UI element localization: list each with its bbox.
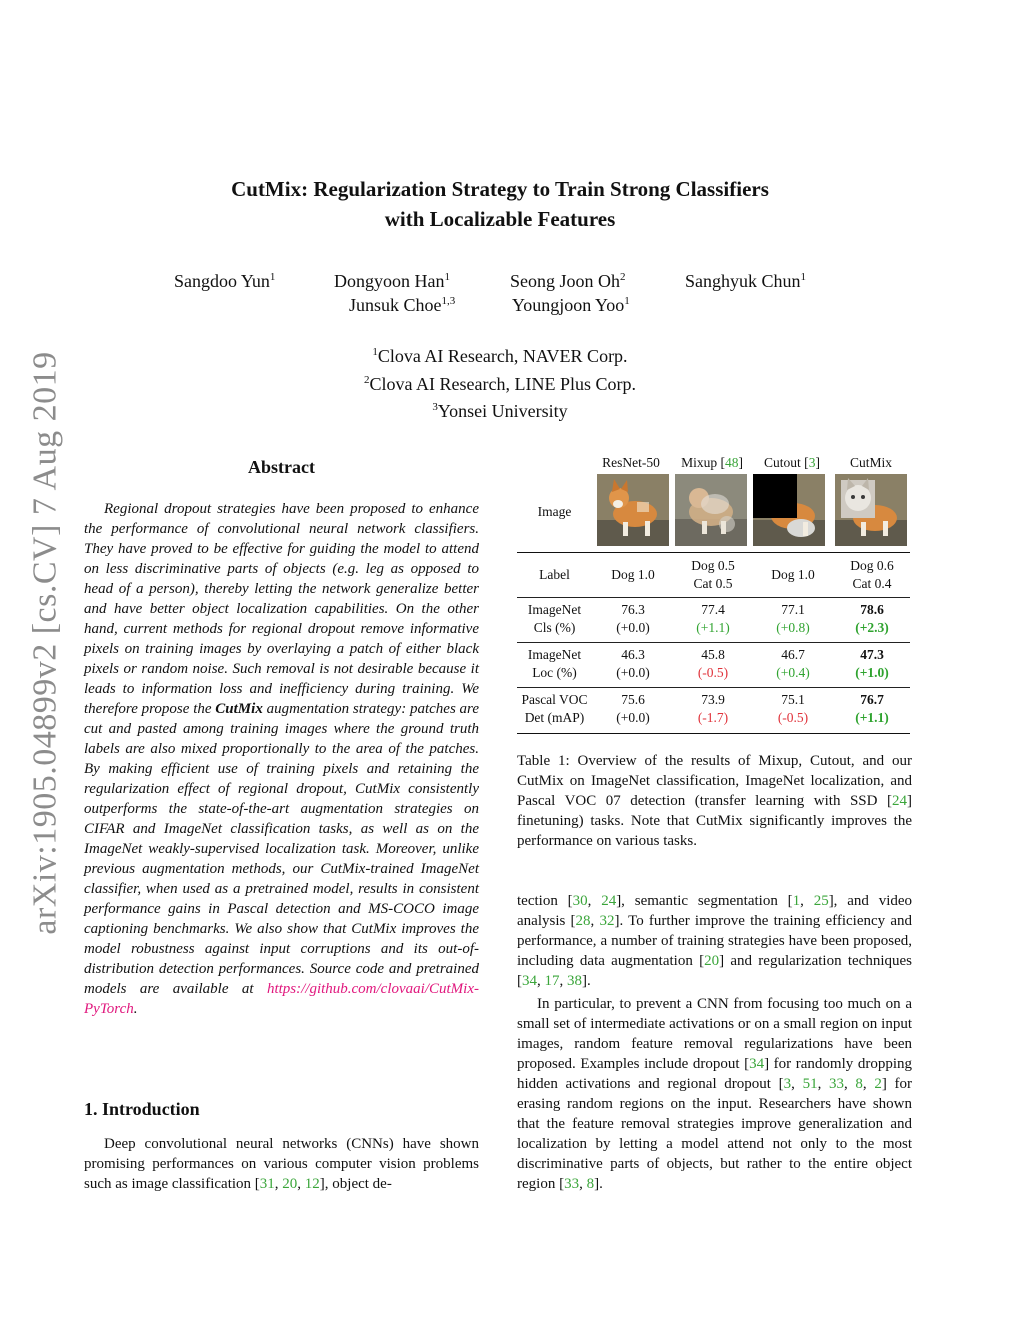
citation-link[interactable]: 12 bbox=[304, 1176, 320, 1192]
author: Sanghyuk Chun$^1$ bbox=[685, 271, 807, 291]
table-cell: 77.4 (+1.1) bbox=[696, 602, 730, 635]
affiliations bbox=[0, 341, 1000, 424]
column-header-cutout: Cutout [3] bbox=[764, 455, 820, 470]
citation-link[interactable]: 48 bbox=[724, 455, 739, 470]
author: Junsuk Choe$^{1,3}$ bbox=[349, 295, 456, 315]
table-cell: 47.3 (+1.0) bbox=[855, 647, 889, 680]
citation-link[interactable]: 8 bbox=[586, 1176, 595, 1192]
citation-link[interactable]: 3 bbox=[783, 1076, 792, 1092]
table-cell: 75.1 (-0.5) bbox=[777, 692, 809, 725]
table-cell: 77.1 (+0.8) bbox=[776, 602, 810, 635]
cutmix-emphasis: CutMix bbox=[215, 701, 263, 717]
affiliation: $^1$Clova AI Research, NAVER Corp. bbox=[372, 346, 628, 366]
cutmix-image-thumbnail bbox=[835, 474, 907, 546]
intro-continuation-paragraph: tection [30, 24], semantic segmentation [1, 25], and video analysis [28, 32]. To further improve the training efficiency and performance, a number of training strategies have been proposed, including data augmentation [20] and regularization techniques [34, 17, 38]. bbox=[517, 893, 913, 989]
column-header-mixup: Mixup [48] bbox=[681, 455, 743, 470]
row-label-image: Image bbox=[537, 504, 572, 519]
table-cell: 45.8 (-0.5) bbox=[697, 647, 729, 680]
section-heading-introduction: 1. Introduction bbox=[84, 1099, 200, 1119]
table-cell: Dog 1.0 bbox=[611, 567, 655, 582]
table-rule bbox=[517, 642, 910, 643]
table-rule bbox=[517, 733, 910, 734]
citation-link[interactable]: 51 bbox=[802, 1076, 818, 1092]
row-label: ImageNet Loc (%) bbox=[527, 647, 582, 680]
citation-link[interactable]: 24 bbox=[601, 893, 617, 909]
column-header-cutmix: CutMix bbox=[849, 455, 892, 470]
dog-image-thumbnail bbox=[597, 474, 669, 546]
table-rule bbox=[517, 552, 910, 553]
row-label: Label bbox=[539, 567, 570, 582]
table-rule bbox=[517, 687, 910, 688]
mixup-image-thumbnail bbox=[675, 474, 747, 546]
citation-link[interactable]: 20 bbox=[704, 953, 720, 969]
row-label: ImageNet Cls (%) bbox=[527, 602, 582, 635]
table-cell: 76.7 (+1.1) bbox=[855, 692, 889, 725]
abstract-heading: Abstract bbox=[248, 457, 315, 477]
arxiv-identifier: arXiv:1905.04899v2 [cs.CV] 7 Aug 2019 bbox=[27, 350, 64, 935]
affiliation: $^2$Clova AI Research, LINE Plus Corp. bbox=[364, 373, 636, 394]
table-cell: 46.3 (+0.0) bbox=[616, 647, 650, 680]
abstract-body: Regional dropout strategies have been proposed to enhance the performance of convolutional neural network classifiers. They have proved to be effective for guiding the model to attend on less discriminative parts of objects (e.g. leg as opposed to head of a person), thereby letting the network generalize better and have better object localization capabilities. On the other hand, current methods for regional dropout remove informative pixels on training images by overlaying a patch of either black pixels or random noise. Such removal is not desirable because it leads to information loss and inefficiency during training. We therefore propose the CutMix augmentation strategy: patches are cut and pasted among training images where the ground truth labels are also mixed proportionally to the area of the patches. By making efficient use of training pixels and retaining the regularization effect of regional dropout, CutMix consistently outperforms the state-of-the-art augmentation strategies on CIFAR and ImageNet classification tasks, as well as on the ImageNet weakly-supervised localization task. Moreover, unlike previous augmentation methods, our CutMix-trained ImageNet classifier, when used as a pretrained model, results in consistent performance gains in Pascal detection and MS-COCO image captioning benchmarks. We also show that CutMix improves the model robustness against input corruptions and its out-of-distribution detection performances. Source code and pretrained models are available at https://github.com/clovaai/CutMix-PyTorch. bbox=[84, 501, 479, 1017]
author: Seong Joon Oh$^2$ bbox=[510, 271, 626, 291]
citation-link[interactable]: 2 bbox=[874, 1076, 882, 1092]
table-cell: 46.7 (+0.4) bbox=[776, 647, 810, 680]
citation-link[interactable]: 33 bbox=[564, 1176, 580, 1192]
table-caption: Table 1: Overview of the results of Mixup, Cutout, and our CutMix on ImageNet classification, ImageNet localization, and Pascal VOC 07 detection (transfer learning with SSD [24] finetuning) tasks. Note that CutMix significantly improves the performance on various tasks. bbox=[517, 753, 912, 849]
citation-link[interactable]: 25 bbox=[813, 893, 829, 909]
title-line-1: CutMix: Regularization Strategy to Train Strong Classifiers bbox=[231, 177, 769, 201]
table-cell: Dog 0.5 Cat 0.5 bbox=[691, 558, 735, 591]
table-cell: 75.6 (+0.0) bbox=[616, 692, 650, 725]
arxiv-side-stamp bbox=[12, 350, 80, 935]
citation-link[interactable]: 24 bbox=[892, 793, 907, 809]
intro-paragraph: Deep convolutional neural networks (CNNs) have shown promising performances on various computer vision problems such as image classification [31, 20, 12], object de- bbox=[84, 1136, 479, 1192]
table-rule bbox=[517, 597, 910, 598]
regularization-paragraph: In particular, to prevent a CNN from focusing too much on a small set of intermediate activations or on a small region on input images, random feature removal regularizations have been proposed. Examples include dropout [34] for randomly dropping hidden activations and regional dropout [3, 51, 33, 8, 2] for erasing random regions on the input. Researchers have shown that the feature removal strategies improve generalization and localization by letting a model attend not only to the most discriminative parts of objects, but rather to the entire object region [33, 8]. bbox=[517, 996, 912, 1192]
citation-link[interactable]: 34 bbox=[522, 973, 537, 989]
citation-link[interactable]: 38 bbox=[567, 973, 582, 989]
citation-link[interactable]: 28 bbox=[575, 913, 591, 929]
column-header-resnet: ResNet-50 bbox=[602, 455, 660, 470]
citation-link[interactable]: 8 bbox=[855, 1076, 863, 1092]
citation-link[interactable]: 30 bbox=[572, 893, 588, 909]
row-label: Pascal VOC Det (mAP) bbox=[521, 692, 588, 725]
citation-link[interactable]: 33 bbox=[828, 1076, 844, 1092]
citation-link[interactable]: 17 bbox=[544, 973, 560, 989]
title-line-2: with Localizable Features bbox=[384, 207, 616, 231]
citation-link[interactable]: 31 bbox=[259, 1176, 275, 1192]
table-cell: Dog 1.0 bbox=[771, 567, 815, 582]
citation-link[interactable]: 3 bbox=[808, 455, 816, 470]
citation-link[interactable]: 32 bbox=[599, 913, 615, 929]
citation-link[interactable]: 20 bbox=[282, 1176, 298, 1192]
citation-link[interactable]: 1 bbox=[792, 893, 801, 909]
table-cell: 76.3 (+0.0) bbox=[616, 602, 650, 635]
cutout-image-thumbnail bbox=[753, 474, 825, 546]
author: Dongyoon Han$^1$ bbox=[334, 271, 450, 291]
table-cell: 78.6 (+2.3) bbox=[855, 602, 889, 635]
citation-link[interactable]: 34 bbox=[749, 1056, 765, 1072]
affiliation: $^3$Yonsei University bbox=[432, 401, 568, 421]
author: Sangdoo Yun$^1$ bbox=[174, 271, 276, 291]
paper-title bbox=[0, 174, 1000, 234]
author: Youngjoon Yoo$^1$ bbox=[512, 295, 630, 315]
table-cell: 73.9 (-1.7) bbox=[697, 692, 729, 725]
github-link[interactable]: https://github.com/clovaai/CutMix-PyTorch bbox=[84, 981, 479, 1017]
table-cell: Dog 0.6 Cat 0.4 bbox=[850, 558, 894, 591]
